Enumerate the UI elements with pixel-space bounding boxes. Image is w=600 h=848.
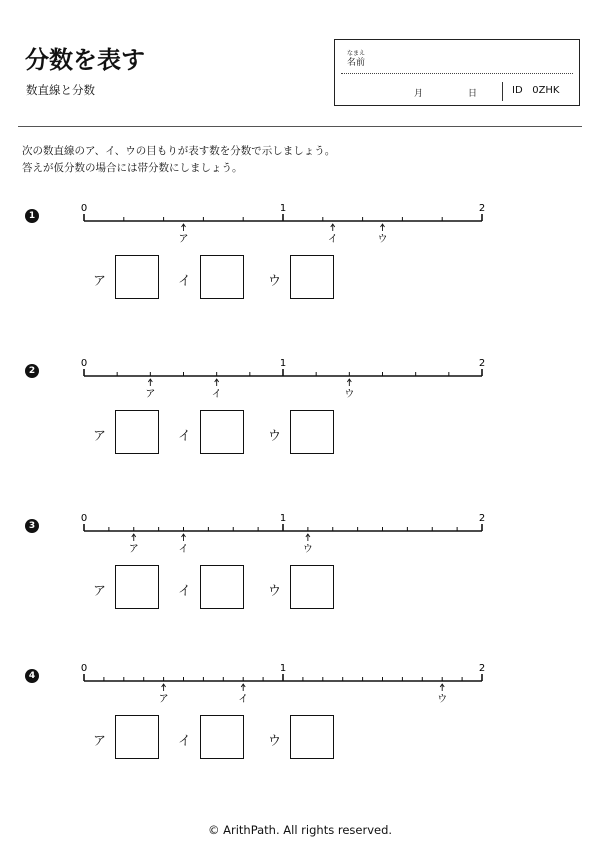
marker-arrowhead xyxy=(241,684,245,687)
problem-number-badge: 3 xyxy=(25,519,39,533)
tick-label: 1 xyxy=(279,358,287,369)
answer-label: イ xyxy=(178,734,192,749)
answer-box[interactable] xyxy=(200,410,244,454)
tick-label: 1 xyxy=(279,663,287,674)
marker-arrowhead xyxy=(381,224,385,227)
answer-label: ウ xyxy=(268,734,282,749)
name-writing-line[interactable] xyxy=(341,73,573,74)
answer-label: ア xyxy=(93,584,107,599)
page-subtitle: 数直線と分数 xyxy=(26,83,95,97)
copyright-footer: © ArithPath. All rights reserved. xyxy=(207,823,393,837)
name-furigana: なまえ xyxy=(347,50,366,57)
tick-label: 2 xyxy=(478,663,486,674)
tick-label: 0 xyxy=(80,203,88,214)
id-value: 0ZHK xyxy=(532,85,560,96)
instruction-line: 次の数直線のア、イ、ウの目もりが表す数を分数で示しましょう。 xyxy=(22,145,336,157)
tick-label: 2 xyxy=(478,358,486,369)
marker-label: イ xyxy=(238,694,249,705)
instructions xyxy=(22,143,335,177)
id-label: ID xyxy=(512,85,523,96)
marker-arrowhead xyxy=(331,224,335,227)
marker-label: ア xyxy=(158,694,169,705)
marker-arrowhead xyxy=(182,224,186,227)
page-title: 分数を表す xyxy=(25,46,145,74)
problem-number-badge: 4 xyxy=(25,669,39,683)
answer-label: ア xyxy=(93,429,107,444)
problem-number-badge: 1 xyxy=(25,209,39,223)
answer-box[interactable] xyxy=(200,715,244,759)
answer-label: イ xyxy=(178,584,192,599)
tick-label: 2 xyxy=(478,513,486,524)
marker-arrowhead xyxy=(306,534,310,537)
problem-number-badge: 2 xyxy=(25,364,39,378)
month-label: 月 xyxy=(414,89,424,99)
marker-label: ア xyxy=(178,234,189,245)
marker-label: イ xyxy=(211,389,222,400)
instruction-line: 答えが仮分数の場合には帯分数にしましょう。 xyxy=(22,162,243,174)
number-line xyxy=(70,510,500,556)
marker-label: ウ xyxy=(302,544,313,555)
marker-label: イ xyxy=(327,234,338,245)
answer-label: ウ xyxy=(268,429,282,444)
answer-box[interactable] xyxy=(115,565,159,609)
name-label: 名前 xyxy=(347,58,366,68)
header-divider xyxy=(18,126,582,127)
marker-label: ウ xyxy=(437,694,448,705)
marker-label: イ xyxy=(178,544,189,555)
answer-label: ア xyxy=(93,274,107,289)
marker-arrowhead xyxy=(440,684,444,687)
tick-label: 0 xyxy=(80,358,88,369)
marker-arrowhead xyxy=(132,534,136,537)
marker-arrowhead xyxy=(215,379,219,382)
marker-label: ウ xyxy=(344,389,355,400)
marker-label: ア xyxy=(145,389,156,400)
day-label: 日 xyxy=(468,89,478,99)
tick-label: 0 xyxy=(80,513,88,524)
answer-box[interactable] xyxy=(115,715,159,759)
answer-box[interactable] xyxy=(290,715,334,759)
tick-label: 0 xyxy=(80,663,88,674)
name-box xyxy=(334,39,580,106)
namebox-divider xyxy=(502,82,503,101)
tick-label: 2 xyxy=(478,203,486,214)
marker-arrowhead xyxy=(182,534,186,537)
tick-label: 1 xyxy=(279,203,287,214)
answer-box[interactable] xyxy=(200,255,244,299)
answer-label: ア xyxy=(93,734,107,749)
answer-box[interactable] xyxy=(115,410,159,454)
marker-arrowhead xyxy=(162,684,166,687)
answer-label: ウ xyxy=(268,274,282,289)
answer-box[interactable] xyxy=(200,565,244,609)
answer-box[interactable] xyxy=(290,565,334,609)
answer-box[interactable] xyxy=(115,255,159,299)
answer-box[interactable] xyxy=(290,255,334,299)
marker-label: ウ xyxy=(377,234,388,245)
answer-label: ウ xyxy=(268,584,282,599)
answer-label: イ xyxy=(178,429,192,444)
number-line xyxy=(70,355,500,401)
marker-label: ア xyxy=(128,544,139,555)
worksheet-id xyxy=(512,85,560,96)
answer-label: イ xyxy=(178,274,192,289)
number-line xyxy=(70,660,500,706)
number-line xyxy=(70,200,500,246)
marker-arrowhead xyxy=(347,379,351,382)
answer-box[interactable] xyxy=(290,410,334,454)
tick-label: 1 xyxy=(279,513,287,524)
marker-arrowhead xyxy=(148,379,152,382)
